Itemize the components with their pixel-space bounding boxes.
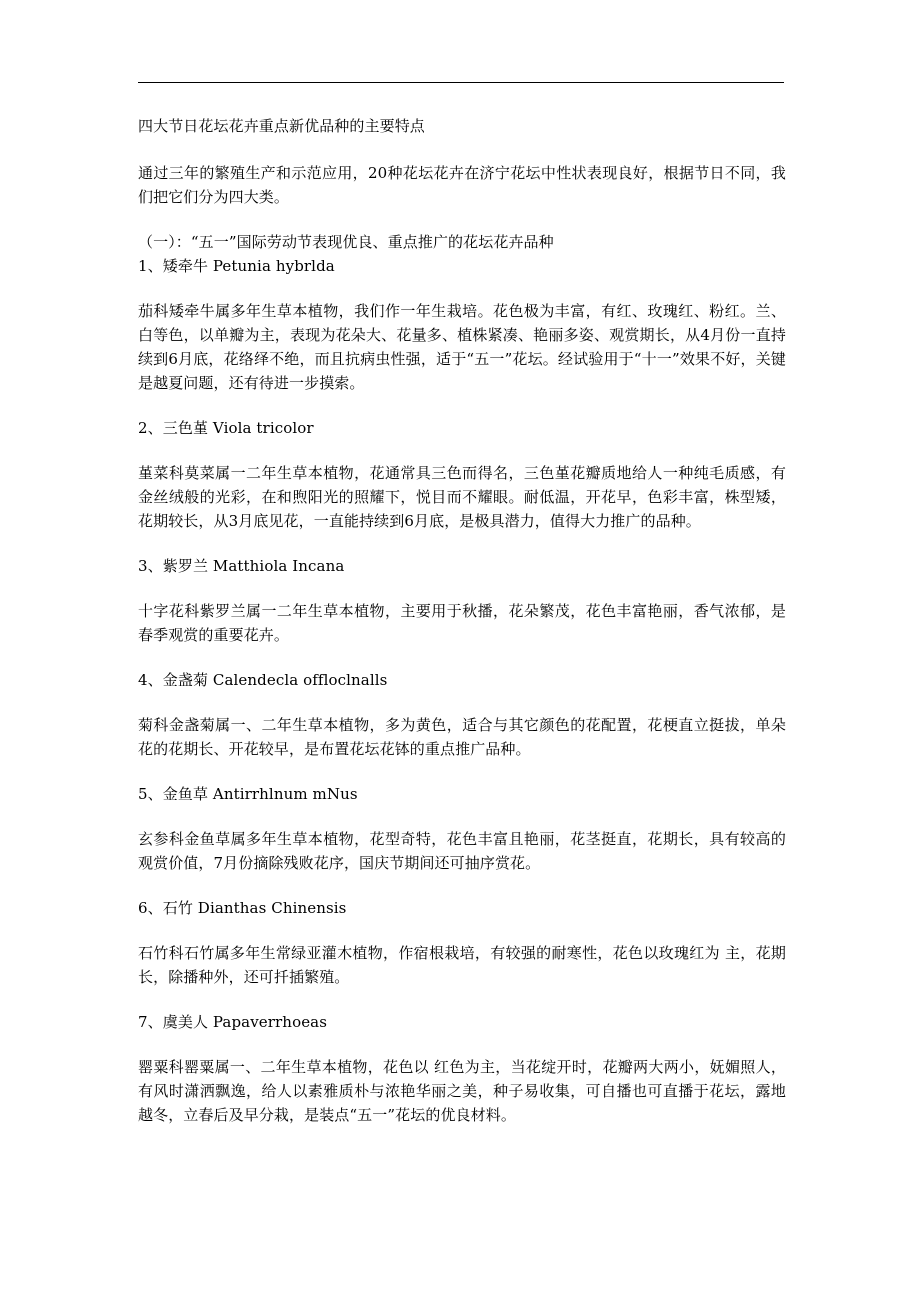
entry-description-matthiola: 十字花科紫罗兰属一二年生草本植物，主要用于秋播，花朵繁茂，花色丰富艳丽，香气浓郁，是春季观赏的重要花卉。 — [138, 602, 786, 644]
entry-description-viola: 堇菜科莫菜属一二年生草本植物，花通常具三色而得名，三色堇花瓣质地给人一种纯毛质感，有金丝绒般的光彩，在和煦阳光的照耀下，悦目而不耀眼。耐低温，开花早，色彩丰富，株型矮，花期较长，从3月底见花，一直能持续到6月底，是极具潜力，值得大力推广的品种。 — [138, 464, 786, 530]
entry-heading-viola: 2、三色堇 Viola tricolor — [138, 419, 314, 437]
document-title: 四大节日花坛花卉重点新优品种的主要特点 — [138, 117, 425, 135]
entry-description-dianthus: 石竹科石竹属多年生常绿亚灌木植物，作宿根栽培，有较强的耐寒性，花色以玫瑰红为 主，花期长，除播种外，还可扦插繁殖。 — [138, 944, 786, 986]
entry-description-petunia: 茄科矮牵牛属多年生草本植物，我们作一年生栽培。花色极为丰富，有红、玫瑰红、粉红。兰、白等色，以单瓣为主，表现为花朵大、花量多、植株紧凑、艳丽多姿、观赏期长，从4月份一直持续到6月底，花络绎不绝，而且抗病虫性强，适于“五一”花坛。经试验用于“十一”效果不好，关键是越夏问题，还有待进一步摸索。 — [138, 302, 786, 392]
header-rule — [138, 82, 784, 83]
entry-description-calendula: 菊科金盏菊属一、二年生草本植物，多为黄色，适合与其它颜色的花配置，花梗直立挺拔，单朵花的花期长、开花较早，是布置花坛花钵的重点推广品种。 — [138, 716, 786, 758]
entry-heading-calendula: 4、金盏菊 Calendecla offloclnalls — [138, 671, 388, 689]
entry-heading-matthiola: 3、紫罗兰 Matthiola Incana — [138, 557, 345, 575]
entry-heading-petunia: 1、矮牵牛 Petunia hybrlda — [138, 257, 335, 275]
entry-description-antirrhinum: 玄参科金鱼草属多年生草本植物，花型奇特，花色丰富且艳丽，花茎挺直，花期长，具有较高的观赏价值，7月份摘除残败花序，国庆节期间还可抽序赏花。 — [138, 830, 786, 872]
entry-heading-dianthus: 6、石竹 Dianthas Chinensis — [138, 899, 347, 917]
entry-heading-papaver: 7、虞美人 Papaverrhoeas — [138, 1013, 328, 1031]
entry-description-papaver: 罂粟科罂粟属一、二年生草本植物，花色以 红色为主，当花绽开时，花瓣两大两小，妩媚照人，有风时潇洒飘逸，给人以素雅质朴与浓艳华丽之美，种子易收集，可自播也可直播于花坛，露地越冬，立春后及早分栽，是装点“五一”花坛的优良材料。 — [138, 1058, 786, 1124]
document-body — [138, 114, 786, 1127]
entry-heading-antirrhinum: 5、金鱼草 Antirrhlnum mNus — [138, 785, 358, 803]
section-title: （一）：“五一”国际劳动节表现优良、重点推广的花坛花卉品种 — [138, 233, 554, 251]
intro-paragraph: 通过三年的繁殖生产和示范应用，20种花坛花卉在济宁花坛中性状表现良好，根据节日不同，我们把它们分为四大类。 — [138, 164, 786, 206]
